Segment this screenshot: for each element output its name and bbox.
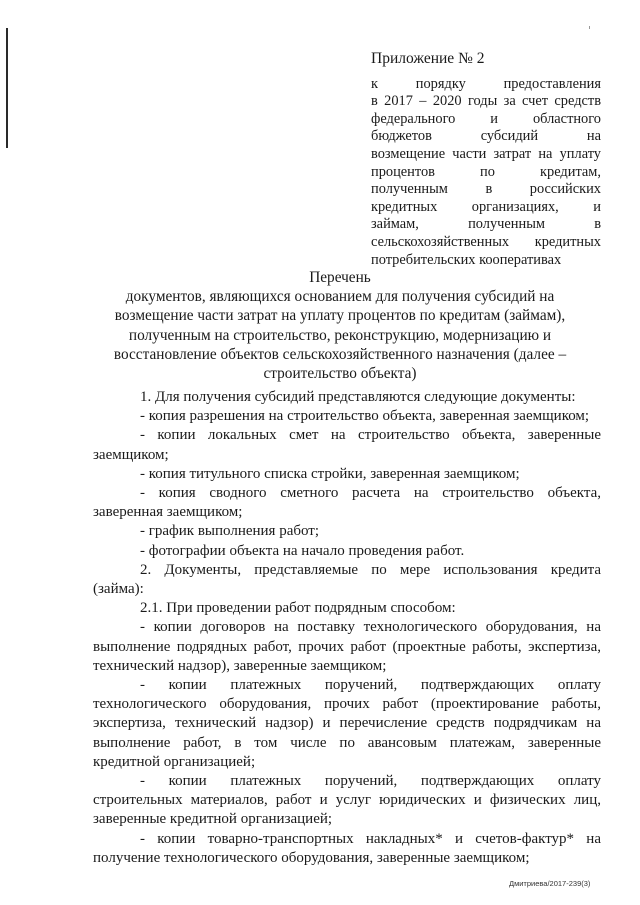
document-body bbox=[93, 388, 601, 868]
paragraph-line: экспертиза, технический надзор) и перечисление средств подрядчикам на bbox=[93, 715, 601, 732]
appendix-line: к порядку предоставления bbox=[371, 75, 601, 92]
appendix-line: бюджетов субсидий на bbox=[371, 128, 601, 145]
appendix-line: сельскохозяйственных кредитных bbox=[371, 233, 601, 250]
paragraph-line: 2.1. При проведении работ подрядным способом: bbox=[140, 600, 456, 617]
paragraph-line: - копия титульного списка стройки, заверенная заемщиком; bbox=[140, 465, 520, 482]
paragraph-line: кредитной организацией; bbox=[93, 753, 256, 770]
margin-binding-line bbox=[6, 28, 8, 148]
paragraph-line: - фотографии объекта на начало проведения работ. bbox=[140, 542, 465, 559]
paragraph-line: - копии договоров на поставку технологического оборудования, на bbox=[140, 619, 601, 636]
paragraph-line: - копии локальных смет на строительство объекта, заверенные bbox=[140, 427, 601, 444]
paragraph-line: получение технологического оборудования, заверенные заемщиком; bbox=[93, 849, 530, 866]
document-list-title bbox=[90, 268, 590, 383]
paragraph-line: технический надзор), заверенные заемщиком; bbox=[93, 657, 387, 674]
paragraph-line: строительных материалов, работ и услуг юридических и физических лиц, bbox=[93, 792, 601, 809]
paragraph-line: - график выполнения работ; bbox=[140, 523, 320, 540]
paragraph-line: - копия сводного сметного расчета на строительство объекта, bbox=[140, 485, 601, 502]
paragraph-line: 1. Для получения субсидий представляются следующие документы: bbox=[140, 389, 576, 405]
list-title-line: строительство объекта) bbox=[263, 365, 417, 383]
paragraph-line: заверенные кредитной организацией; bbox=[93, 811, 333, 828]
paragraph-line: заемщиком; bbox=[93, 446, 169, 463]
paragraph-line: заверенная заемщиком; bbox=[93, 504, 243, 521]
appendix-line: возмещение части затрат на уплату bbox=[371, 145, 601, 162]
appendix-line: займам, полученным в bbox=[371, 216, 601, 233]
appendix-line: процентов по кредитам, bbox=[371, 163, 601, 180]
appendix-line: федерального и областного bbox=[371, 110, 601, 127]
list-title-line: документов, являющихся основанием для получения субсидий на bbox=[125, 288, 555, 306]
list-title-line: полученным на строительство, реконструкцию, модернизацию и bbox=[128, 326, 552, 344]
document-reference-code: Дмитриева/2017-239(3) bbox=[509, 879, 591, 888]
appendix-line: полученным в российских bbox=[371, 181, 601, 198]
list-title-line: возмещение части затрат на уплату процентов по кредитам (займам), bbox=[114, 307, 566, 325]
paragraph-line: - копии платежных поручений, подтверждающих оплату bbox=[140, 773, 601, 790]
list-title-line: восстановление объектов сельскохозяйственного назначения (далее – bbox=[113, 345, 567, 363]
paragraph-line: технологического оборудования, прочих работ (проектирование работы, bbox=[93, 696, 601, 713]
list-heading: Перечень bbox=[309, 269, 371, 286]
paragraph-line: (займа): bbox=[93, 581, 144, 598]
paragraph-line: выполнение подрядных работ, прочих работ (проектные работы, экспертиза, bbox=[93, 638, 601, 655]
appendix-line: в 2017 – 2020 годы за счет средств bbox=[371, 93, 601, 110]
paragraph-line: 2. Документы, представляемые по мере использования кредита bbox=[140, 561, 601, 578]
paragraph-line: выполнение работ, в том числе по авансовым платежам, заверенные bbox=[93, 734, 601, 751]
appendix-line: потребительских кооперативах bbox=[371, 251, 562, 268]
appendix-title: Приложение № 2 bbox=[371, 50, 485, 67]
paragraph-line: - копии товарно-транспортных накладных* и счетов-фактур* на bbox=[140, 830, 601, 847]
paragraph-line: - копии платежных поручений, подтверждающих оплату bbox=[140, 677, 601, 694]
paragraph-line: - копия разрешения на строительство объекта, заверенная заемщиком; bbox=[140, 408, 590, 425]
appendix-line: кредитных организациях, и bbox=[371, 198, 601, 215]
scan-mark bbox=[589, 26, 590, 29]
appendix-block bbox=[371, 50, 601, 269]
